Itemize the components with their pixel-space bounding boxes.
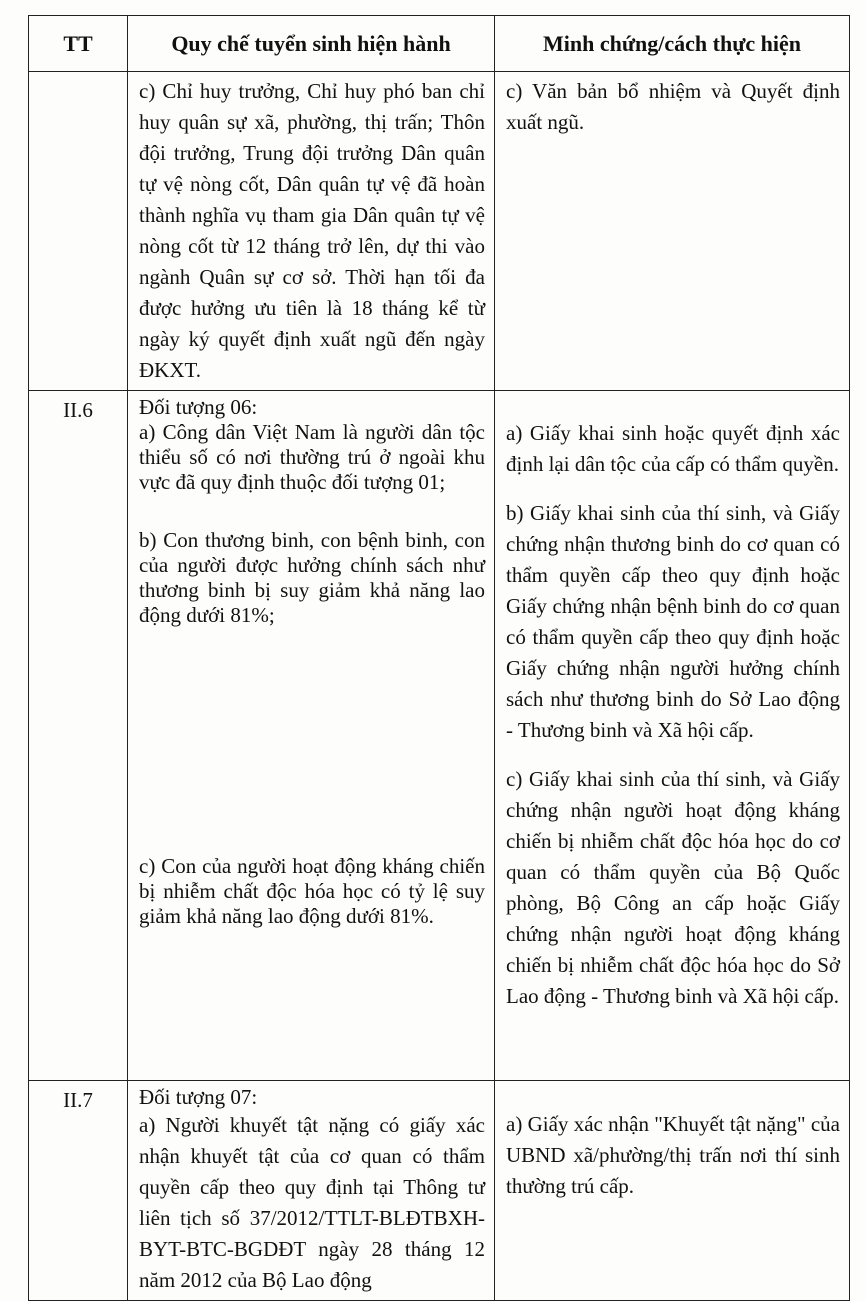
evidence-cell [495, 391, 850, 1081]
table-header-row [29, 16, 850, 72]
header-evidence: Minh chứng/cách thực hiện [495, 16, 850, 72]
regulation-cell [128, 1081, 495, 1301]
evidence-text: a) Giấy xác nhận "Khuyết tật nặng" của UBND xã/phường/thị trấn nơi thí sinh thường trú cấp. [506, 1112, 840, 1198]
evidence-cell [495, 72, 850, 391]
regulation-text: b) Con thương binh, con bệnh binh, con của người được hưởng chính sách như thương binh bị suy giảm khả năng lao động dưới 81%; [139, 528, 485, 627]
regulation-text: a) Công dân Việt Nam là người dân tộc thiểu số có nơi thường trú ở ngoài khu vực đã quy định thuộc đối tượng 01; [139, 420, 485, 494]
group-title: Đối tượng 06: [139, 395, 258, 419]
evidence-cell [495, 1081, 850, 1301]
evidence-text: a) Giấy khai sinh hoặc quyết định xác định lại dân tộc của cấp có thẩm quyền. [506, 421, 840, 476]
evidence-text: c) Giấy khai sinh của thí sinh, và Giấy chứng nhận người hoạt động kháng chiến bị nhiễm chất độc hóa học do cơ quan có thẩm quyền của Bộ Quốc phòng, Bộ Công an cấp hoặc Giấy chứng nhận người hoạt động kháng chiến bị nhiễm chất độc hóa học do Sở Lao động - Thương binh và Xã hội cấp. [506, 767, 840, 1008]
row-tt [29, 72, 128, 391]
table-row [29, 72, 850, 391]
row-tt: II.6 [29, 391, 128, 1081]
header-tt: TT [29, 16, 128, 72]
regulation-text: a) Người khuyết tật nặng có giấy xác nhận khuyết tật của cơ quan có thẩm quyền cấp theo quy định tại Thông tư liên tịch số 37/2012/TTLT-BLĐTBXH-BYT-BTC-BGDĐT ngày 28 tháng 12 năm 2012 của Bộ Lao động [139, 1113, 485, 1292]
regulation-table [28, 15, 850, 1301]
regulation-text: c) Chỉ huy trưởng, Chỉ huy phó ban chỉ huy quân sự xã, phường, thị trấn; Thôn đội trưởng, Trung đội trưởng Dân quân tự vệ nòng cốt, Dân quân tự vệ đã hoàn thành nghĩa vụ tham gia Dân quân tự vệ nòng cốt từ 12 tháng trở lên, dự thi vào ngành Quân sự cơ sở. Thời hạn tối đa được hưởng ưu tiên là 18 tháng kể từ ngày ký quyết định xuất ngũ đến ngày ĐKXT. [139, 79, 485, 382]
evidence-text: b) Giấy khai sinh của thí sinh, và Giấy chứng nhận thương binh do cơ quan có thẩm quyền cấp theo quy định hoặc Giấy chứng nhận bệnh binh do cơ quan có thẩm quyền cấp theo quy định hoặc Giấy chứng nhận người hưởng chính sách như thương binh do Sở Lao động - Thương binh và Xã hội cấp. [506, 501, 840, 742]
header-regulation: Quy chế tuyển sinh hiện hành [128, 16, 495, 72]
table-row [29, 391, 850, 1081]
group-title: Đối tượng 07: [139, 1085, 258, 1109]
regulation-text: c) Con của người hoạt động kháng chiến bị nhiễm chất độc hóa học có tỷ lệ suy giảm khả năng lao động dưới 81%. [139, 854, 485, 928]
table-row [29, 1081, 850, 1301]
row-tt: II.7 [29, 1081, 128, 1301]
regulation-cell [128, 72, 495, 391]
regulation-cell [128, 391, 495, 1081]
evidence-text: c) Văn bản bổ nhiệm và Quyết định xuất ngũ. [506, 79, 840, 134]
